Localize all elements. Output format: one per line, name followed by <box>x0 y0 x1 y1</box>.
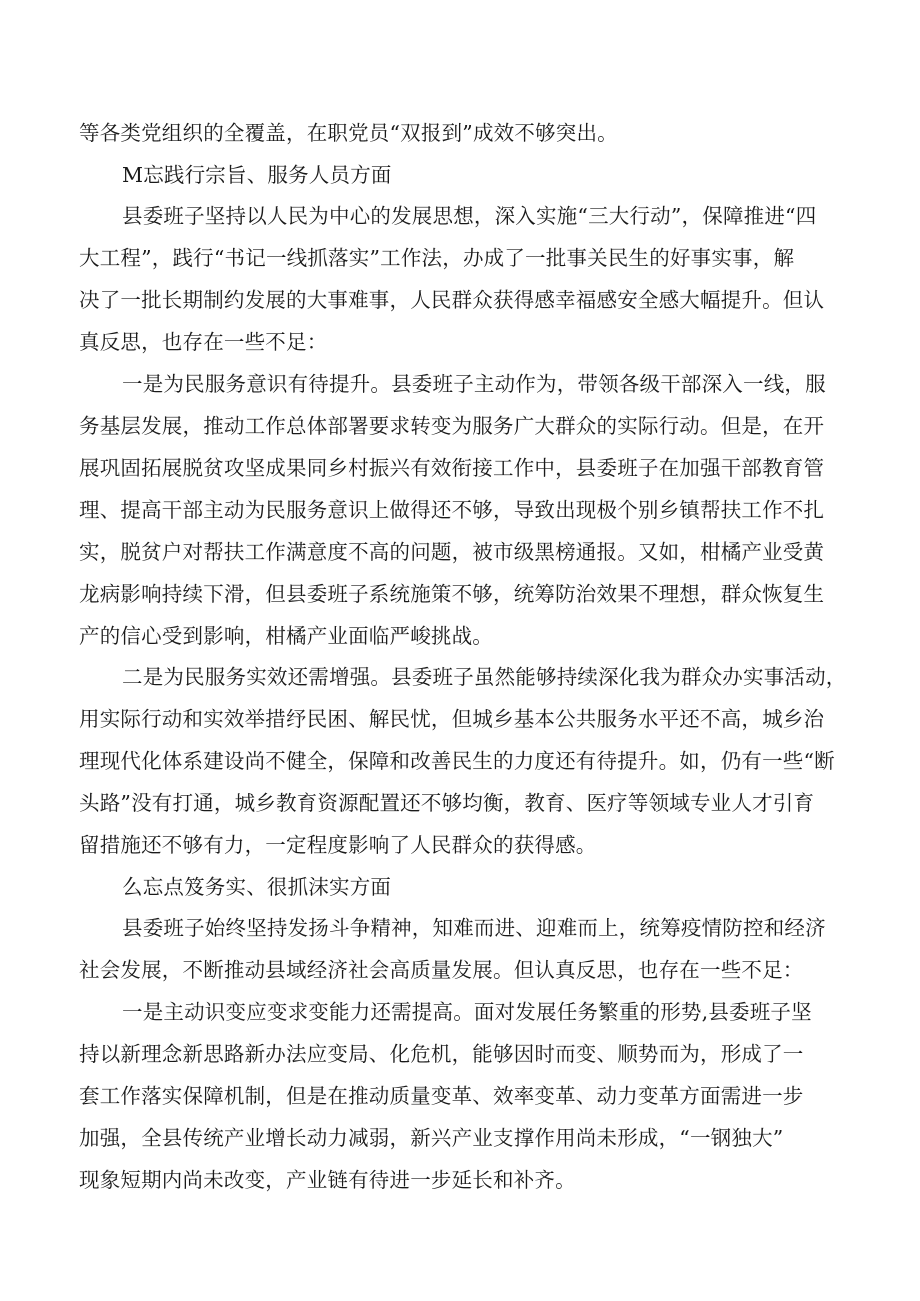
text-line-18: 留措施还不够有力，一定程度影响了人民群众的获得感。 <box>79 833 597 857</box>
text-line-7: 一是为民服务意识有待提升。县委班子主动作为，带领各级干部深入一线，服 <box>122 372 826 396</box>
text-line-25: 加强，全县传统产业增长动力减弱，新兴产业支撑作用尚未形成，“一钢独大” <box>79 1126 784 1150</box>
section-heading-2: 么忘点笈务实、很抓沫实方面 <box>122 875 392 899</box>
text-line-8: 务基层发展，推动工作总体部署要求转变为服务广大群众的实际行动。但是，在开 <box>79 414 825 438</box>
text-line-26: 现象短期内尚未改变，产业链有待进一步延长和补齐。 <box>79 1168 576 1192</box>
text-line-13: 产的信心受到影响，柑橘产业面临严峻挑战。 <box>79 624 493 648</box>
text-line-24: 套工作落实保障机制，但是在推动质量变革、效率变革、动力变革方面需进一步 <box>79 1084 804 1108</box>
text-line-20: 县委班子始终坚持发扬斗争精神，知难而进、迎难而上，统筹疫情防控和经济 <box>122 916 826 940</box>
text-line-5: 决了一批长期制约发展的大事难事，人民群众获得感幸福感安全感大幅提升。但认 <box>79 288 825 312</box>
text-line-22: 一是主动识变应变求变能力还需提高。面对发展任务繁重的形势,县委班子坚 <box>122 1000 812 1024</box>
text-line-16: 理现代化体系建设尚不健全，保障和改善民生的力度还有待提升。如，仍有一些“断 <box>79 749 835 773</box>
text-line-17: 头路”没有打通，城乡教育资源配置还不够均衡，教育、医疗等领域专业人才引育 <box>79 791 815 815</box>
text-line-23: 持以新理念新思路新办法应变局、化危机，能够因时而变、顺势而为，形成了一 <box>79 1042 804 1066</box>
text-line-11: 实，脱贫户对帮扶工作满意度不高的问题，被市级黑榜通报。又如，柑橘产业受黄 <box>79 540 825 564</box>
text-line-10: 理、提高干部主动为民服务意识上做得还不够，导致出现极个别乡镇帮扶工作不扎 <box>79 498 825 522</box>
text-line-3: 县委班子坚持以人民为中心的发展思想，深入实施“三大行动”，保障推进“四 <box>122 204 817 228</box>
text-line-14: 二是为民服务实效还需增强。县委班子虽然能够持续深化我为群众办实事活动， <box>122 665 847 689</box>
text-line-4: 大工程”，践行“书记一线抓落实”工作法，办成了一批事关民生的好事实事，解 <box>79 246 795 270</box>
text-line-15: 用实际行动和实效举措纾民困、解民忧，但城乡基本公共服务水平还不高，城乡治 <box>79 707 825 731</box>
text-line-9: 展巩固拓展脱贫攻坚成果同乡村振兴有效衔接工作中，县委班子在加强干部教育管 <box>79 456 825 480</box>
section-heading-1: M忘践行宗旨、服务人员方面 <box>122 163 392 187</box>
text-line-21: 社会发展，不断推动县域经济社会高质量发展。但认真反思，也存在一些不足： <box>79 958 804 982</box>
text-line-6: 真反思，也存在一些不足： <box>79 330 328 354</box>
text-line-12: 龙病影响持续下滑，但县委班子系统施策不够，统筹防治效果不理想，群众恢复生 <box>79 582 825 606</box>
text-line-1: 等各类党组织的全覆盖，在职党员“双报到”成效不够突出。 <box>79 121 618 145</box>
